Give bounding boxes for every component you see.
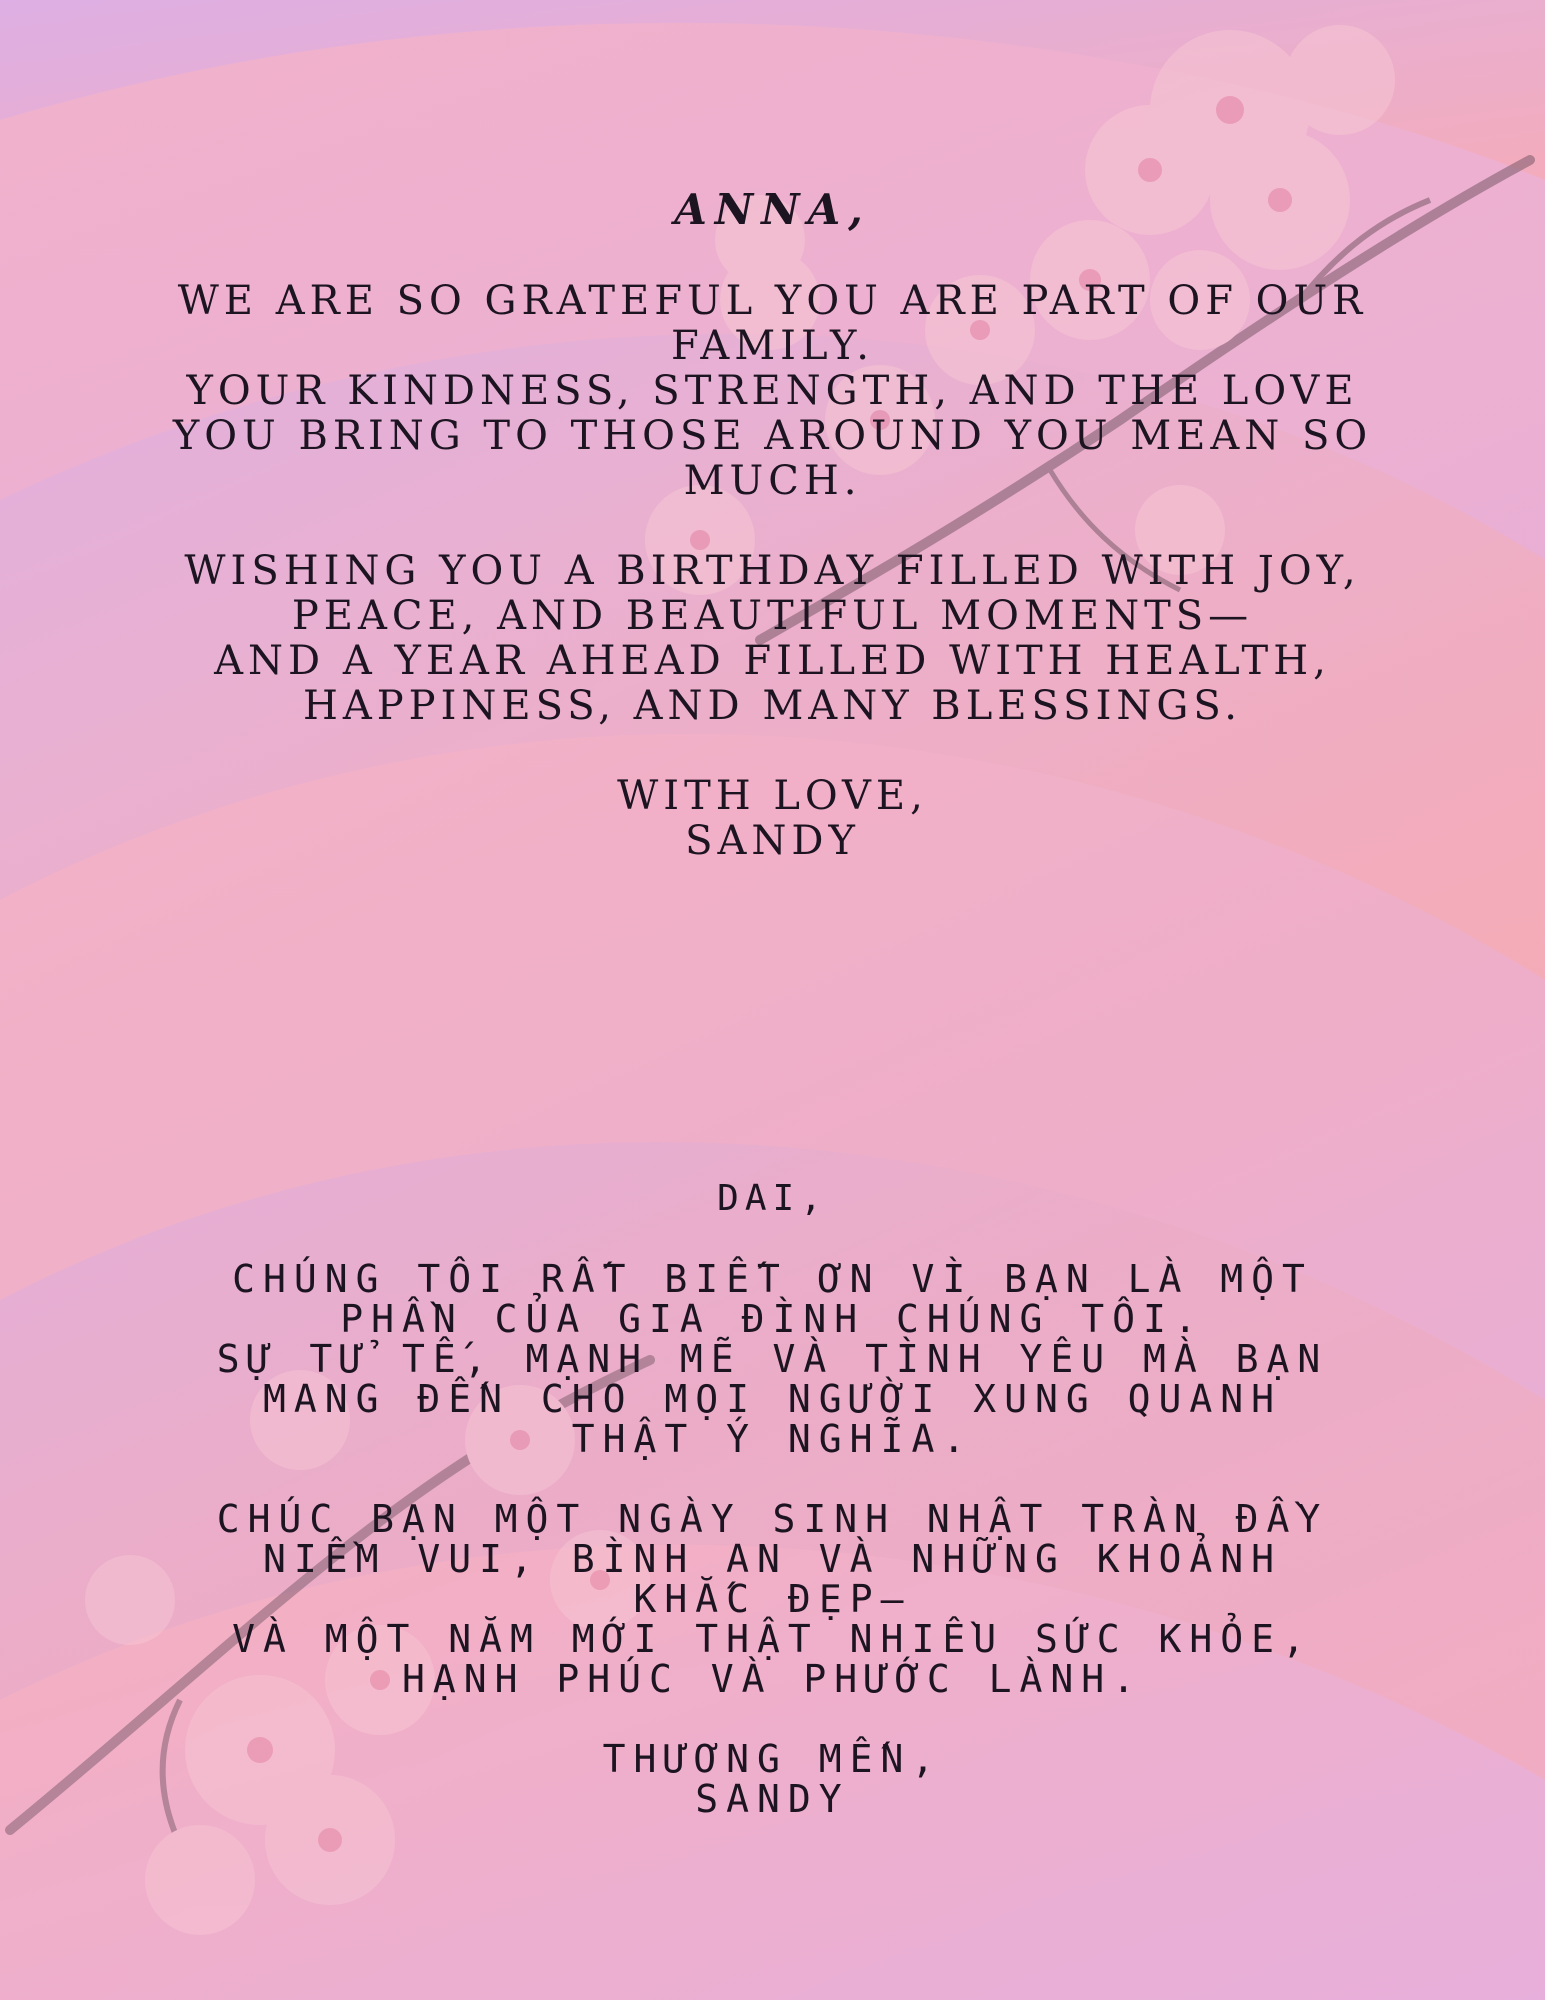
english-closing: WITH LOVE, (617, 773, 928, 819)
english-greeting: ANNA, (674, 185, 871, 234)
vietnamese-paragraph2-line: CHÚC BẠN MỘT NGÀY SINH NHẬT TRÀN ĐẦY (216, 1497, 1329, 1541)
english-paragraph1-line: WE ARE SO GRATEFUL YOU ARE PART OF OUR (177, 278, 1368, 324)
vietnamese-signature: SANDY (695, 1777, 850, 1821)
english-paragraph2-line: HAPPINESS, AND MANY BLESSINGS. (302, 683, 1243, 729)
vietnamese-paragraph1-line: CHÚNG TÔI RẤT BIẾT ƠN VÌ BẠN LÀ MỘT (232, 1257, 1313, 1301)
vietnamese-paragraph1-line: PHẦN CỦA GIA ĐÌNH CHÚNG TÔI. (340, 1297, 1205, 1341)
english-paragraph1-line: YOU BRING TO THOSE AROUND YOU MEAN SO (172, 413, 1373, 459)
english-message (0, 185, 1545, 864)
vietnamese-paragraph2-line: KHẮC ĐẸP— (633, 1577, 912, 1621)
english-signature: SANDY (685, 818, 860, 864)
english-paragraph1-line: MUCH. (683, 458, 862, 504)
vietnamese-paragraph1-line: MANG ĐẾN CHO MỌI NGƯỜI XUNG QUANH (263, 1377, 1282, 1421)
english-paragraph1-line: FAMILY. (671, 323, 874, 369)
vietnamese-paragraph1-line: SỰ TỬ TẾ, MẠNH MẼ VÀ TÌNH YÊU MÀ BẠN (216, 1337, 1329, 1381)
vietnamese-paragraph2-line: NIỀM VUI, BÌNH AN VÀ NHỮNG KHOẢNH (263, 1537, 1282, 1581)
english-paragraph2-line: WISHING YOU A BIRTHDAY FILLED WITH JOY, (184, 548, 1361, 594)
vietnamese-paragraph1-line: THẬT Ý NGHĨA. (571, 1417, 974, 1461)
vietnamese-closing: THƯƠNG MẾN, (602, 1737, 943, 1781)
vietnamese-greeting: DAI, (717, 1178, 828, 1219)
english-paragraph1-line: YOUR KINDNESS, STRENGTH, AND THE LOVE (186, 368, 1359, 414)
vietnamese-message (0, 1178, 1545, 1819)
vietnamese-paragraph2-line: HẠNH PHÚC VÀ PHƯỚC LÀNH. (401, 1657, 1144, 1701)
vietnamese-paragraph2-line: VÀ MỘT NĂM MỚI THẬT NHIỀU SỨC KHỎE, (232, 1617, 1313, 1661)
english-paragraph2-line: PEACE, AND BEAUTIFUL MOMENTS— (291, 593, 1254, 639)
english-paragraph2-line: AND A YEAR AHEAD FILLED WITH HEALTH, (214, 638, 1331, 684)
